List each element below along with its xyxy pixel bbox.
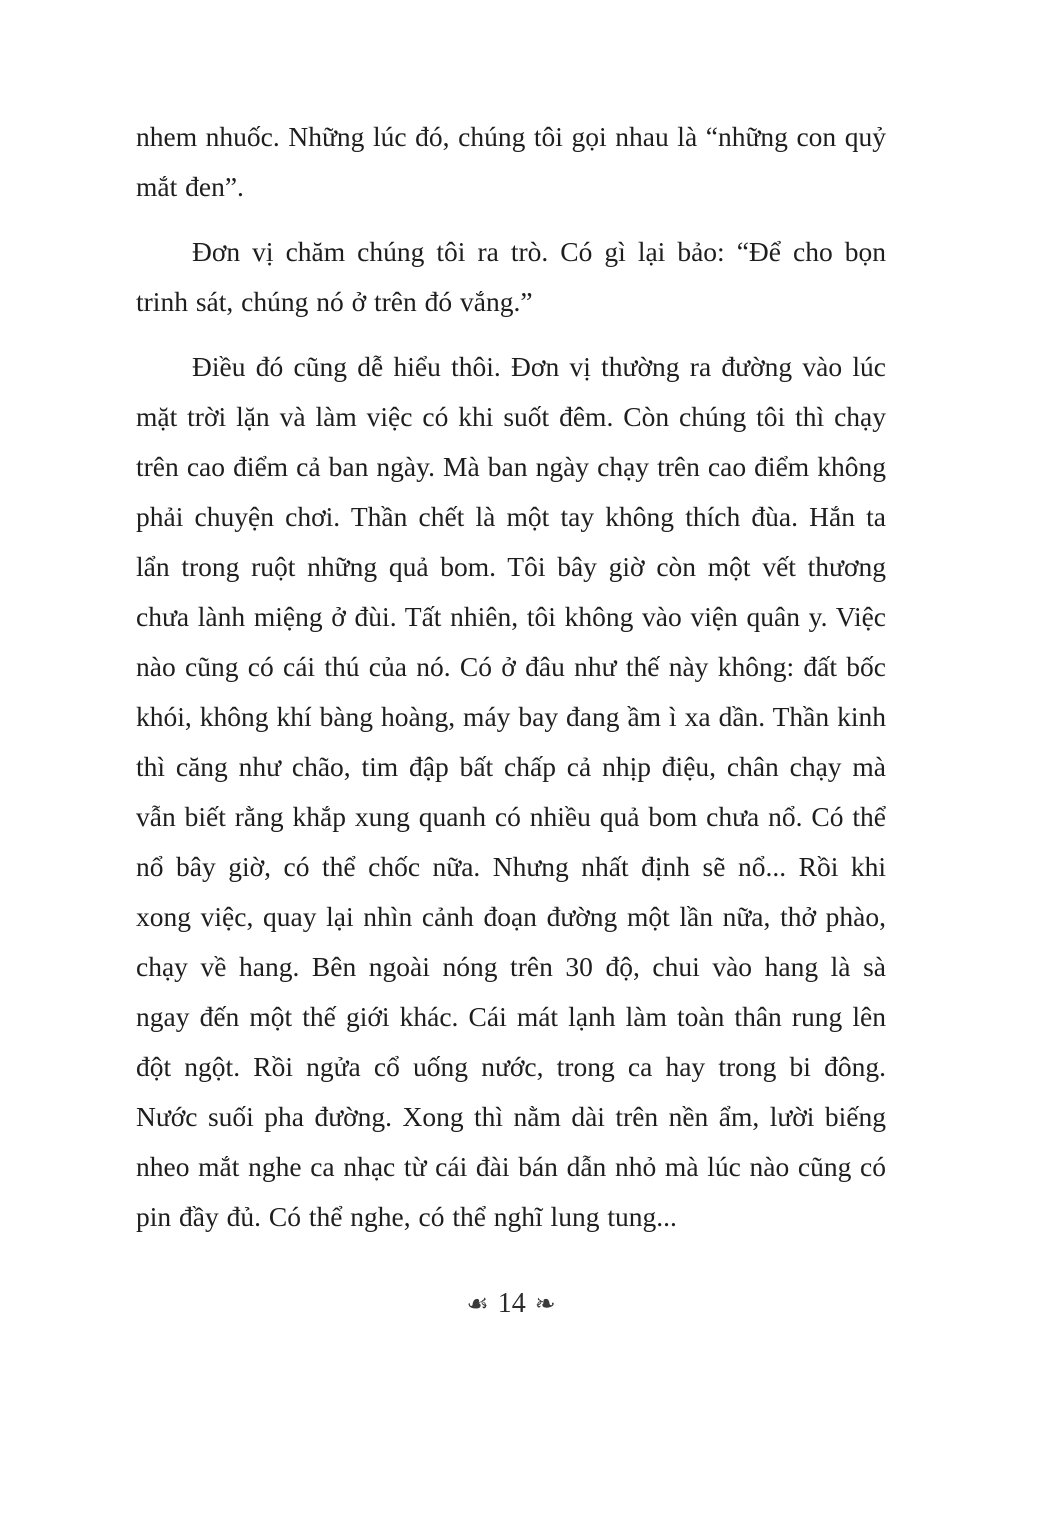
page-footer [136,1288,886,1320]
floral-ornament-left-icon: ☙ [466,1290,489,1318]
floral-ornament-right-icon: ❧ [534,1290,556,1318]
page-number: 14 [497,1288,526,1319]
paragraph-3: Điều đó cũng dễ hiểu thôi. Đơn vị thường ra đường vào lúc mặt trời lặn và làm việc có khi suốt đêm. Còn chúng tôi thì chạy trên cao điểm cả ban ngày. Mà ban ngày chạy trên cao điểm không phải chuyện chơi. Thần chết là một tay không thích đùa. Hắn ta lẩn trong ruột những quả bom. Tôi bây giờ còn một vết thương chưa lành miệng ở đùi. Tất nhiên, tôi không vào viện quân y. Việc nào cũng có cái thú của nó. Có ở đâu như thế này không: đất bốc khói, không khí bàng hoàng, máy bay đang ầm ì xa dần. Thần kinh thì căng như chão, tim đập bất chấp cả nhịp điệu, chân chạy mà vẫn biết rằng khắp xung quanh có nhiều quả bom chưa nổ. Có thể nổ bây giờ, có thể chốc nữa. Nhưng nhất định sẽ nổ... Rồi khi xong việc, quay lại nhìn cảnh đoạn đường một lần nữa, thở phào, chạy về hang. Bên ngoài nóng trên 30 độ, chui vào hang là sà ngay đến một thế giới khác. Cái mát lạnh làm toàn thân rung lên đột ngột. Rồi ngửa cổ uống nước, trong ca hay trong bi đông. Nước suối pha đường. Xong thì nằm dài trên nền ẩm, lười biếng nheo mắt nghe ca nhạc từ cái đài bán dẫn nhỏ mà lúc nào cũng có pin đầy đủ. Có thể nghe, có thể nghĩ lung tung... [136,351,886,1232]
paragraph-2: Đơn vị chăm chúng tôi ra trò. Có gì lại bảo: “Để cho bọn trinh sát, chúng nó ở trên đó vắng.” [136,236,886,317]
paragraph-1: nhem nhuốc. Những lúc đó, chúng tôi gọi nhau là “những con quỷ mắt đen”. [136,121,886,202]
